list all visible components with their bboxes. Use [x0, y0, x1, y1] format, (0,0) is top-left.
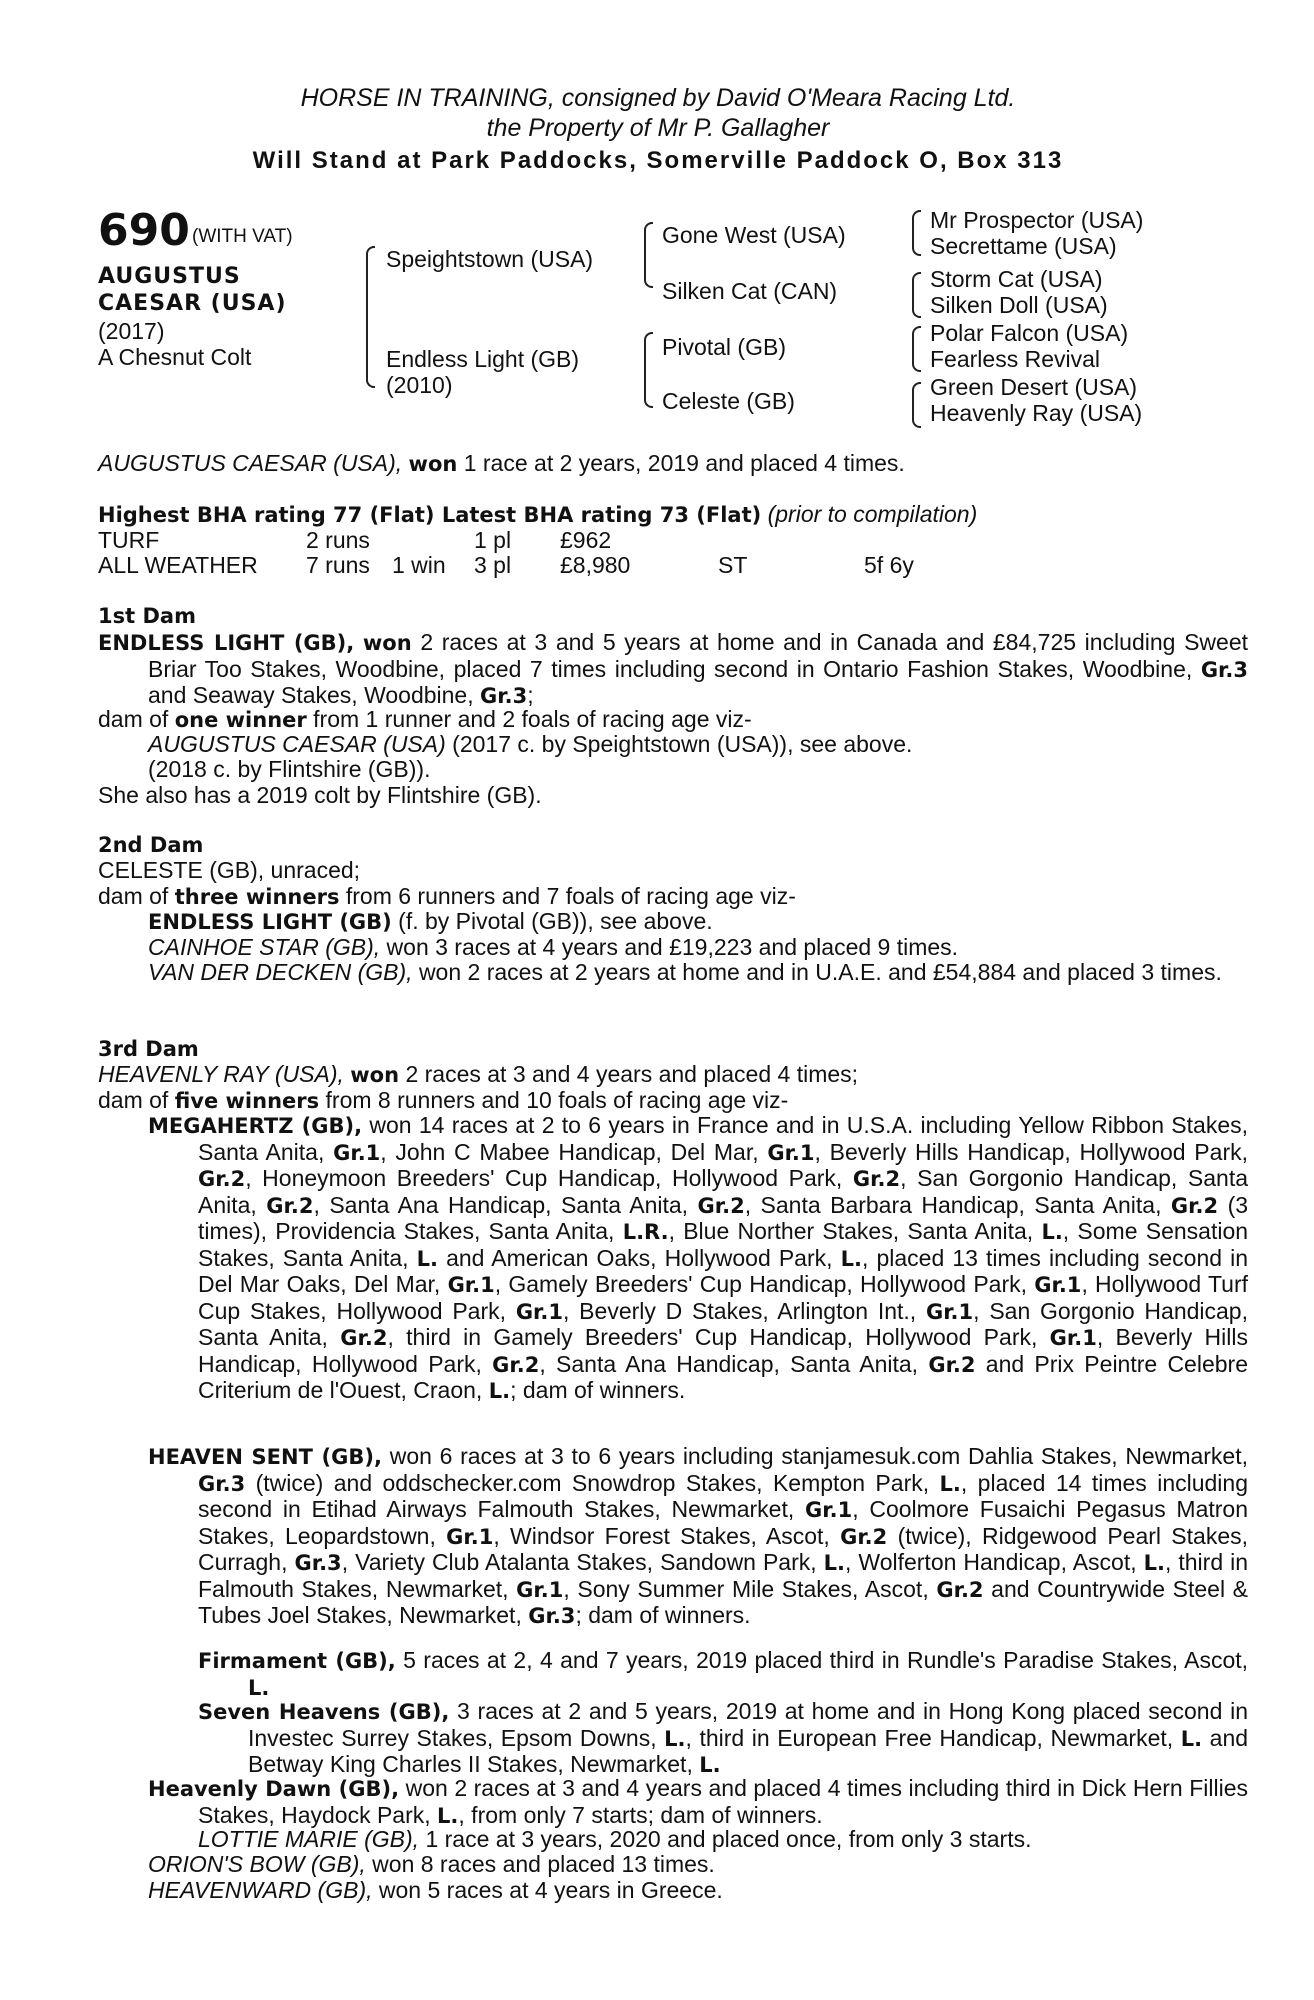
turf-placed: 1 pl [474, 527, 512, 553]
first-dam-record: ENDLESS LIGHT (GB), won 2 races at 3 and 5 years at home and in Canada and £84,725 including Sweet Briar Too Stakes, Woodbine, placed 7 times including second in Ontario Fashion Stakes, Woodbine, Gr.3 and Seaway Stakes, Woodbine, Gr.3; [98, 629, 1249, 708]
first-dam-foal-1: AUGUSTUS CAESAR (USA) (2017 c. by Speightstown (USA)), see above. [148, 731, 913, 757]
horse-name-line1: AUGUSTUS [98, 264, 241, 289]
horse-description: A Chesnut Colt [98, 344, 252, 370]
third-dam-heading: 3rd Dam [98, 1037, 199, 1061]
second-dam-produce: dam of three winners from 6 runners and 7 foals of racing age viz- [98, 883, 796, 909]
pedigree-gen3-8: Heavenly Ray (USA) [930, 400, 1143, 426]
horse-name-line2: CAESAR (USA) [98, 291, 287, 316]
pedigree-dam-sire: Pivotal (GB) [662, 334, 786, 360]
pedigree-gen3-2: Secrettame (USA) [930, 233, 1117, 259]
gen3-brace-4 [912, 382, 921, 428]
aw-placed: 3 pl [474, 552, 512, 578]
sire-dam-brace [366, 246, 375, 388]
pedigree-sire: Speightstown (USA) [386, 246, 594, 272]
heavenly-dawn-entry: Heavenly Dawn (GB), won 2 races at 3 and 4 years and placed 4 times including third in Dick Hern Fillies Stakes, Haydock Park, L., from only 7 starts; dam of winners. [148, 1775, 1249, 1828]
pedigree-gen3-7: Green Desert (USA) [930, 374, 1138, 400]
pedigree-sire-dam: Silken Cat (CAN) [662, 278, 838, 304]
race-summary: AUGUSTUS CAESAR (USA), won 1 race at 2 years, 2019 and placed 4 times. [98, 450, 905, 476]
first-dam-heading: 1st Dam [98, 604, 196, 628]
third-dam-name: HEAVENLY RAY (USA), won 2 races at 3 and 4 years and placed 4 times; [98, 1061, 859, 1087]
bha-ratings: Highest BHA rating 77 (Flat) Latest BHA rating 73 (Flat) (prior to compilation) [98, 501, 978, 527]
aw-wins: 1 win [392, 552, 446, 578]
aw-prize: £8,980 [560, 552, 631, 578]
megahertz-entry: MEGAHERTZ (GB), won 14 races at 2 to 6 years in France and in U.S.A. including Yellow Ribbon Stakes, Santa Anita, Gr.1, John C Mabee Handicap, Del Mar, Gr.1, Beverly Hills Handicap, Hollywood Park, Gr.2, Honeymoon Breeders' Cup Handicap, Hollywood Park, Gr.2, San Gorgonio Handicap, Santa Anita, Gr.2, Santa Ana Handicap, Santa Anita, Gr.2, Santa Barbara Handicap, Santa Anita, Gr.2 (3 times), Providencia Stakes, Santa Anita, L.R., Blue Norther Stakes, Santa Anita, L., Some Sensation Stakes, Santa Anita, L. and American Oaks, Hollywood Park, L., placed 13 times including second in Del Mar Oaks, Del Mar, Gr.1, Gamely Breeders' Cup Handicap, Hollywood Park, Gr.1, Hollywood Turf Cup Stakes, Hollywood Park, Gr.1, Beverly D Stakes, Arlington Int., Gr.1, San Gorgonio Handicap, Santa Anita, Gr.2, third in Gamely Breeders' Cup Handicap, Hollywood Park, Gr.1, Beverly Hills Handicap, Hollywood Park, Gr.2, Santa Ana Handicap, Santa Anita, Gr.2 and Prix Peintre Celebre Criterium de l'Ouest, Craon, L.; dam of winners. [148, 1112, 1249, 1403]
pedigree-dam-dam: Celeste (GB) [662, 388, 795, 414]
turf-runs: 2 runs [306, 527, 370, 553]
gen3-brace-2 [912, 272, 921, 318]
location-line: Will Stand at Park Paddocks, Somerville Paddock O, Box 313 [252, 147, 1064, 174]
horse-year: (2017) [98, 318, 165, 344]
consignor-line: HORSE IN TRAINING, consigned by David O'Meara Racing Ltd. [300, 84, 1016, 112]
turf-prize: £962 [560, 527, 612, 553]
first-dam-produce: dam of one winner from 1 runner and 2 foals of racing age viz- [98, 706, 752, 732]
vat-note: (WITH VAT) [192, 226, 293, 247]
gen3-brace-1 [912, 210, 921, 256]
third-dam-produce: dam of five winners from 8 runners and 10 foals of racing age viz- [98, 1087, 789, 1113]
aw-label: ALL WEATHER [98, 552, 258, 578]
aw-runs: 7 runs [306, 552, 370, 578]
firmament-entry: Firmament (GB), 5 races at 2, 4 and 7 years, 2019 placed third in Rundle's Paradise Stakes, Ascot, L. [198, 1647, 1249, 1700]
second-dam-foal-1: ENDLESS LIGHT (GB) (f. by Pivotal (GB)), see above. [148, 908, 713, 934]
second-dam-name: CELESTE (GB), unraced; [98, 857, 361, 883]
first-dam-note: She also has a 2019 colt by Flintshire (GB). [98, 782, 542, 808]
property-line: the Property of Mr P. Gallagher [486, 114, 830, 142]
turf-label: TURF [98, 527, 160, 553]
sire-line-brace [644, 222, 653, 288]
lottie-marie-entry: LOTTIE MARIE (GB), 1 race at 3 years, 2020 and placed once, from only 3 starts. [198, 1826, 1032, 1852]
pedigree-dam: Endless Light (GB) [386, 346, 580, 372]
pedigree-gen3-4: Silken Doll (USA) [930, 292, 1108, 318]
aw-distance: 5f 6y [864, 552, 914, 578]
lot-number: 690 [98, 205, 190, 256]
pedigree-gen3-3: Storm Cat (USA) [930, 266, 1103, 292]
heavenward-entry: HEAVENWARD (GB), won 5 races at 4 years in Greece. [148, 1877, 723, 1903]
gen3-brace-3 [912, 326, 921, 372]
orions-bow-entry: ORION'S BOW (GB), won 8 races and placed 13 times. [148, 1851, 715, 1877]
heaven-sent-entry: HEAVEN SENT (GB), won 6 races at 3 to 6 years including stanjamesuk.com Dahlia Stakes, Newmarket, Gr.3 (twice) and oddschecker.com Snowdrop Stakes, Kempton Park, L., placed 14 times including second in Etihad Airways Falmouth Stakes, Newmarket, Gr.1, Coolmore Fusaichi Pegasus Matron Stakes, Leopardstown, Gr.1, Windsor Forest Stakes, Ascot, Gr.2 (twice), Ridgewood Pearl Stakes, Curragh, Gr.3, Variety Club Atalanta Stakes, Sandown Park, L., Wolferton Handicap, Ascot, L., third in Falmouth Stakes, Newmarket, Gr.1, Sony Summer Mile Stakes, Ascot, Gr.2 and Countrywide Steel & Tubes Joel Stakes, Newmarket, Gr.3; dam of winners. [148, 1443, 1249, 1628]
first-dam-foal-2: (2018 c. by Flintshire (GB)). [148, 756, 431, 782]
dam-line-brace [644, 332, 653, 408]
pedigree-gen3-1: Mr Prospector (USA) [930, 207, 1144, 233]
seven-heavens-entry: Seven Heavens (GB), 3 races at 2 and 5 years, 2019 at home and in Hong Kong placed second in Investec Surrey Stakes, Epsom Downs, L., third in European Free Handicap, Newmarket, L. and Betway King Charles II Stakes, Newmarket, L. [198, 1698, 1249, 1777]
second-dam-foal-3: VAN DER DECKEN (GB), won 2 races at 2 years at home and in U.A.E. and £54,884 and placed 3 times. [148, 959, 1222, 985]
aw-surface: ST [718, 552, 748, 578]
pedigree-gen3-5: Polar Falcon (USA) [930, 320, 1129, 346]
pedigree-sire-sire: Gone West (USA) [662, 222, 846, 248]
second-dam-foal-2: CAINHOE STAR (GB), won 3 races at 4 years and £19,223 and placed 9 times. [148, 934, 959, 960]
second-dam-heading: 2nd Dam [98, 833, 204, 857]
pedigree-dam-year: (2010) [386, 372, 453, 398]
pedigree-gen3-6: Fearless Revival [930, 346, 1100, 372]
